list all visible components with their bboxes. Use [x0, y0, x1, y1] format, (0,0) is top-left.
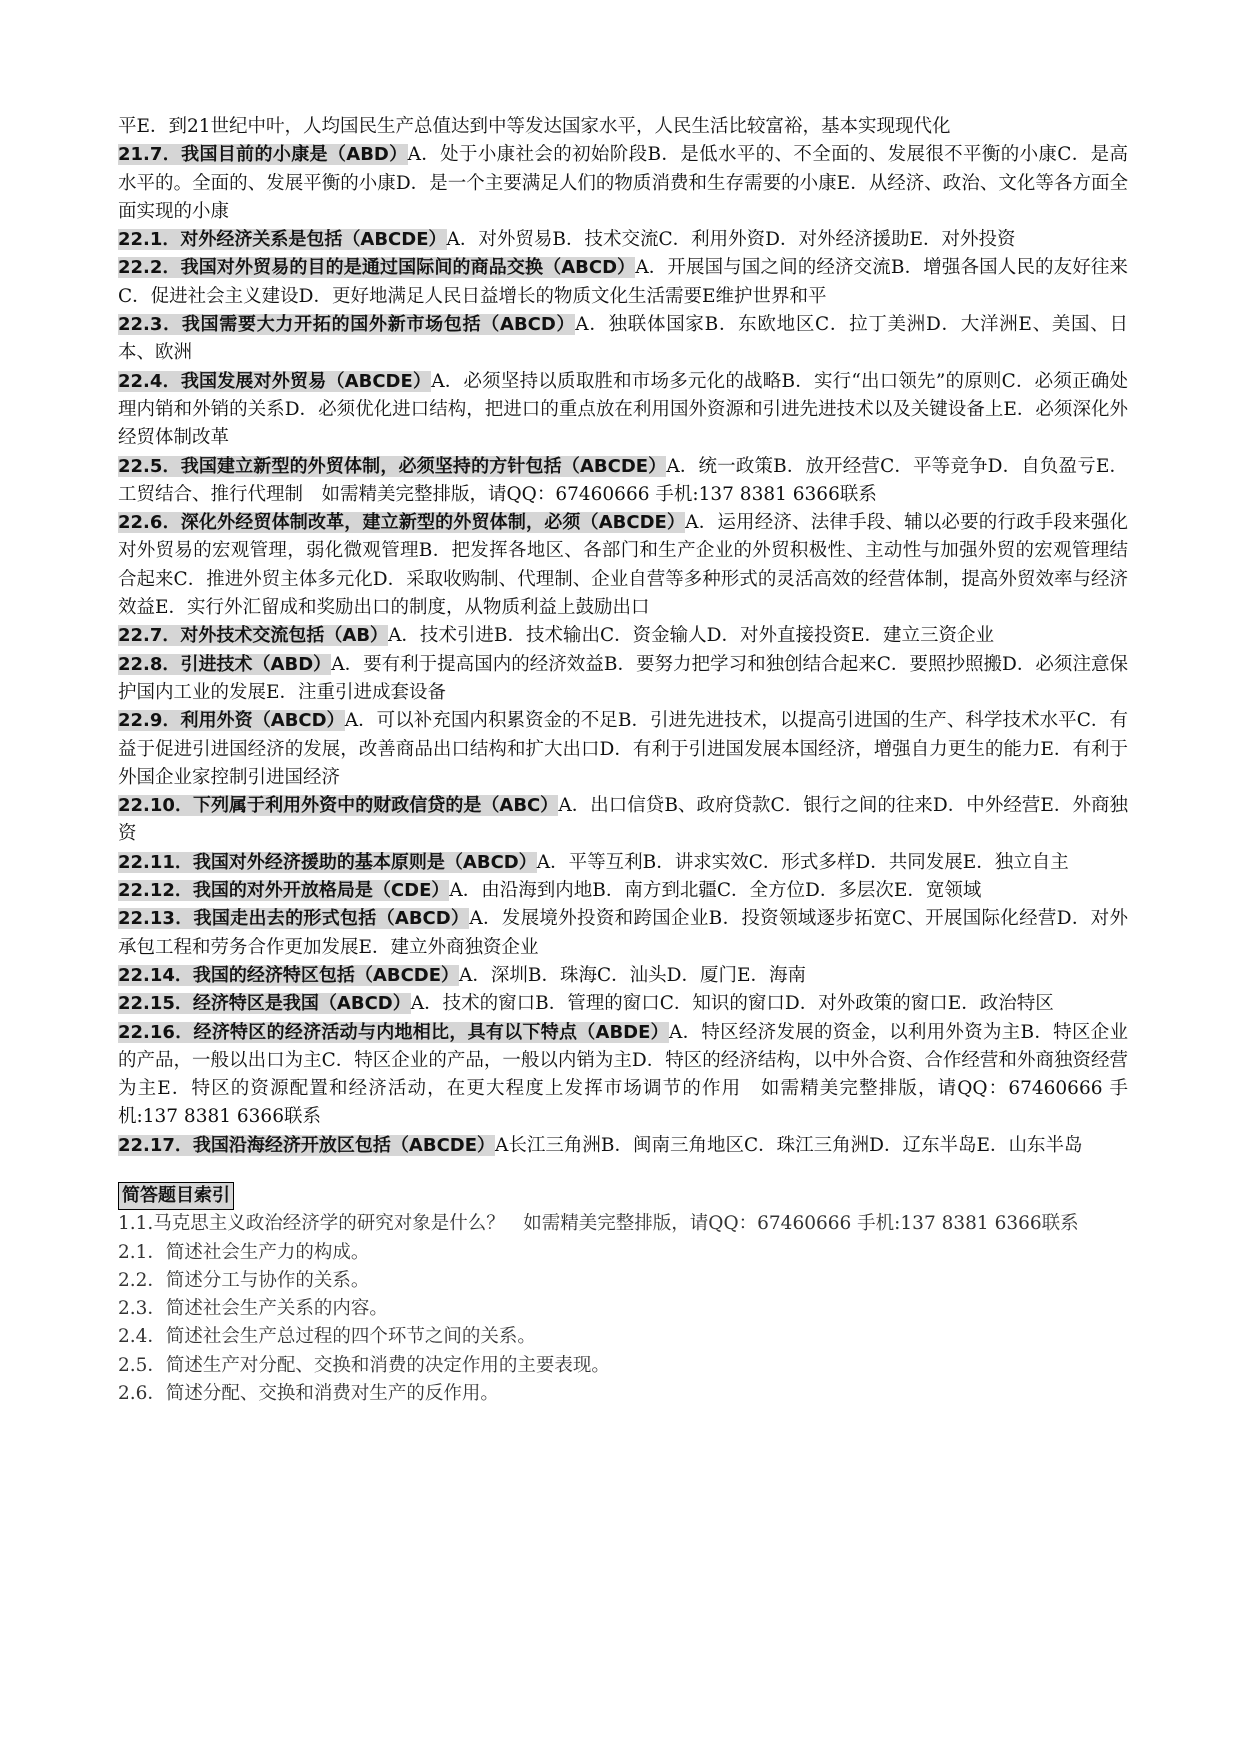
question-options: A．要有利于提高国内的经济效益B．要努力把学习和独创结合起来C．要照抄照搬D．必须注意保护国内工业的发展E．注重引进成套设备 — [118, 653, 1128, 703]
question-options: A．特区经济发展的资金，以利用外资为主B．特区企业的产品，一般以出口为主C．特区企业的产品，一般以内销为主D．特区的经济结构，以中外合资、合作经营和外商独资经营为主E．特区的资源配置和经济活动，在更大程度上发挥市场调节的作用 如需精美完整排版，请QQ：67460666 手机:137 8381 6366联系 — [118, 1021, 1128, 1128]
question-stem: 22.15．经济特区是我国（ABCD） — [118, 993, 411, 1015]
question-stem: 22.13．我国走出去的形式包括（ABCD） — [118, 908, 470, 930]
question-options: A．技术的窗口B．管理的窗口C．知识的窗口D．对外政策的窗口E．政治特区 — [410, 993, 1054, 1015]
question-options: A．统一政策B．放开经营C．平等竞争D．自负盈亏E．工贸结合、推行代理制 如需精美完整排版，请QQ：67460666 手机:137 8381 6366联系 — [118, 455, 1129, 505]
question-stem: 22.4．我国发展对外贸易（ABCDE） — [118, 370, 432, 392]
index-item: 2.6．简述分配、交换和消费对生产的反作用。 — [118, 1383, 499, 1405]
question-item — [118, 141, 1128, 226]
question-options: A．深圳B．珠海C．汕头D．厦门E．海南 — [459, 964, 806, 986]
question-stem: 22.17．我国沿海经济开放区包括（ABCDE） — [118, 1134, 496, 1156]
question-stem: 22.5．我国建立新型的外贸体制，必须坚持的方针包括（ABCDE） — [118, 455, 667, 477]
question-item — [118, 254, 1128, 311]
question-options: A．平等互利B．讲求实效C．形式多样D．共同发展E．独立自主 — [536, 851, 1069, 873]
question-item — [118, 1019, 1128, 1132]
short-answer-index — [118, 1182, 1128, 1408]
question-item — [118, 368, 1128, 453]
document-page — [118, 113, 1128, 1408]
question-stem: 22.8．引进技术（ABD） — [118, 653, 332, 675]
question-item — [118, 311, 1128, 368]
question-options: A．可以补充国内积累资金的不足B．引进先进技术，以提高引进国的生产、科学技术水平C．有益于促进引进国经济的发展，改善商品出口结构和扩大出口D．有利于引进国发展本国经济，增强自力更生的能力E．有利于外国企业家控制引进国经济 — [118, 710, 1128, 788]
index-item: 2.2．简述分工与协作的关系。 — [118, 1269, 370, 1291]
question-options: A．对外贸易B．技术交流C．利用外资D．对外经济援助E．对外投资 — [446, 229, 1016, 251]
question-options: A．运用经济、法律手段、辅以必要的行政手段来强化对外贸易的宏观管理，弱化微观管理B．把发挥各地区、各部门和生产企业的外贸积极性、主动性与加强外贸的宏观管理结合起来C．推进外贸主体多元化D．采取收购制、代理制、企业自营等多种形式的灵活高效的经营体制，提高外贸效率与经济效益E．实行外汇留成和奖励出口的制度，从物质利益上鼓励出口 — [118, 512, 1128, 619]
index-list — [118, 1210, 1128, 1408]
question-item — [118, 849, 1128, 877]
question-stem: 22.11．我国对外经济援助的基本原则是（ABCD） — [118, 851, 537, 873]
question-options: A．发展境外投资和跨国企业B．投资领域逐步拓宽C、开展国际化经营D．对外承包工程和劳务合作更加发展E．建立外商独资企业 — [118, 908, 1128, 958]
question-stem: 21.7．我国目前的小康是（ABD） — [118, 144, 408, 166]
question-item — [118, 905, 1128, 962]
question-stem: 22.16．经济特区的经济活动与内地相比，具有以下特点（ABDE） — [118, 1021, 669, 1043]
question-stem: 22.10．下列属于利用外资中的财政信贷的是（ABC） — [118, 795, 559, 817]
question-options: A．开展国与国之间的经济交流B．增强各国人民的友好往来C．促进社会主义建设D．更好地满足人民日益增长的物质文化生活需要E维护世界和平 — [118, 257, 1128, 307]
question-item — [118, 226, 1128, 254]
question-item — [118, 962, 1128, 990]
question-item — [118, 877, 1128, 905]
question-stem: 22.2．我国对外贸易的目的是通过国际间的商品交换（ABCD） — [118, 257, 636, 279]
question-options: A长江三角洲B．闽南三角地区C．珠江三角洲D．辽东半岛E．山东半岛 — [495, 1134, 1083, 1156]
question-stem: 22.1．对外经济关系是包括（ABCDE） — [118, 229, 447, 251]
question-item — [118, 990, 1128, 1018]
index-item: 1.1.马克思主义政治经济学的研究对象是什么？ 如需精美完整排版，请QQ：67460666 手机:137 8381 6366联系 — [118, 1213, 1079, 1235]
question-stem: 22.7．对外技术交流包括（AB） — [118, 625, 389, 647]
question-list — [118, 113, 1128, 1160]
index-item: 2.5．简述生产对分配、交换和消费的决定作用的主要表现。 — [118, 1354, 610, 1376]
question-options: A．技术引进B．技术输出C．资金输人D．对外直接投资E．建立三资企业 — [388, 625, 995, 647]
question-item — [118, 1132, 1128, 1160]
index-item: 2.1．简述社会生产力的构成。 — [118, 1241, 370, 1263]
question-item — [118, 113, 1128, 141]
question-options: A．必须坚持以质取胜和市场多元化的战略B．实行“出口领先”的原则C．必须正确处理内销和外销的关系D．必须优化进口结构，把进口的重点放在利用国外资源和引进先进技术以及关键设备上E．必须深化外经贸体制改革 — [118, 370, 1129, 449]
question-stem: 22.6．深化外经贸体制改革，建立新型的外贸体制，必须（ABCDE） — [118, 512, 686, 534]
question-item — [118, 792, 1128, 849]
index-title: 简答题目索引 — [118, 1182, 234, 1210]
question-options: A．出口信贷B、政府贷款C．银行之间的往来D．中外经营E．外商独资 — [118, 795, 1129, 845]
question-item — [118, 651, 1128, 708]
question-stem: 22.9．利用外资（ABCD） — [118, 710, 345, 732]
question-options: A．处于小康社会的初始阶段B．是低水平的、不全面的、发展很不平衡的小康C．是高水平的。全面的、发展平衡的小康D．是一个主要满足人们的物质消费和生存需要的小康E．从经济、政治、文化等各方面全面实现的小康 — [118, 144, 1128, 222]
question-item — [118, 509, 1128, 622]
question-item — [118, 707, 1128, 792]
question-options: A．独联体国家B．东欧地区C．拉丁美洲D．大洋洲E、美国、日本、欧洲 — [118, 314, 1128, 364]
index-item: 2.3．简述社会生产关系的内容。 — [118, 1298, 388, 1320]
index-item: 2.4．简述社会生产总过程的四个环节之间的关系。 — [118, 1326, 536, 1348]
question-item — [118, 622, 1128, 650]
question-stem: 22.12．我国的对外开放格局是（CDE） — [118, 880, 450, 902]
question-stem: 22.3．我国需要大力开拓的国外新市场包括（ABCD） — [118, 314, 576, 336]
question-stem: 22.14．我国的经济特区包括（ABCDE） — [118, 964, 460, 986]
question-options: A．由沿海到内地B．南方到北疆C．全方位D．多层次E．宽领域 — [449, 880, 982, 902]
question-options: 平E．到21世纪中叶，人均国民生产总值达到中等发达国家水平，人民生活比较富裕，基本实现现代化 — [118, 116, 951, 137]
question-item — [118, 453, 1128, 510]
